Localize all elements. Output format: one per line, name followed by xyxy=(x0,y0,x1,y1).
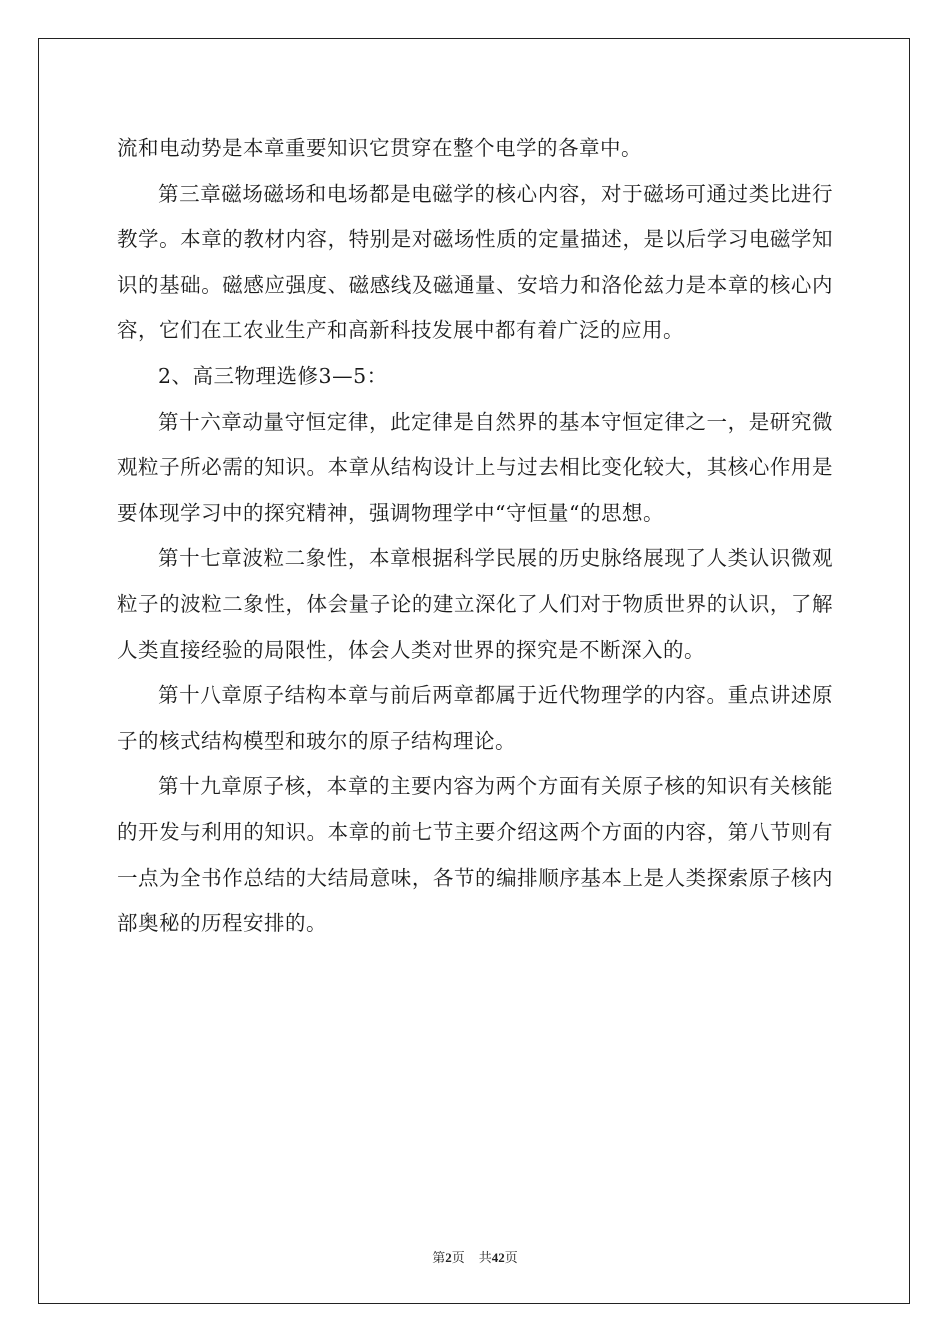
paragraph-3: 2、高三物理选修3—5： xyxy=(158,363,388,388)
paragraph-2: 第三章磁场磁场和电场都是电磁学的核心内容，对于磁场可通过类比进行教学。本章的教材内容，特别是对磁场性质的定量描述，是以后学习电磁学知识的基础。磁感应强度、磁感线及磁通量、安培力和洛伦兹力是本章的核心内容，它们在工农业生产和高新科技发展中都有着广泛的应用。 xyxy=(117,181,833,343)
footer-page-number: 2 xyxy=(445,1250,452,1265)
page-footer xyxy=(0,1247,950,1266)
paragraph-4: 第十六章动量守恒定律，此定律是自然界的基本守恒定律之一，是研究微观粒子所必需的知识。本章从结构设计上与过去相比变化较大，其核心作用是要体现学习中的探究精神，强调物理学中“守恒量“的思想。 xyxy=(117,409,833,525)
paragraph-5: 第十七章波粒二象性，本章根据科学民展的历史脉络展现了人类认识微观粒子的波粒二象性，体会量子论的建立深化了人们对于物质世界的认识，了解人类直接经验的局限性，体会人类对世界的探究是不断深入的。 xyxy=(117,546,833,662)
footer-total-prefix: 共 xyxy=(478,1250,492,1265)
paragraph-6: 第十八章原子结构本章与前后两章都属于近代物理学的内容。重点讲述原子的核式结构模型和玻尔的原子结构理论。 xyxy=(117,683,833,753)
footer-total-pages: 42 xyxy=(491,1250,505,1265)
paragraph-1: 流和电动势是本章重要知识它贯穿在整个电学的各章中。 xyxy=(117,136,642,160)
footer-prefix: 第 xyxy=(432,1250,446,1265)
footer-page-suffix: 页 xyxy=(451,1250,465,1265)
footer-total-suffix: 页 xyxy=(504,1250,518,1265)
document-body xyxy=(117,126,833,947)
paragraph-7: 第十九章原子核，本章的主要内容为两个方面有关原子核的知识有关核能的开发与利用的知识。本章的前七节主要介绍这两个方面的内容，第八节则有一点为全书作总结的大结局意味，各节的编排顺序基本上是人类探索原子核内部奥秘的历程安排的。 xyxy=(117,774,833,936)
